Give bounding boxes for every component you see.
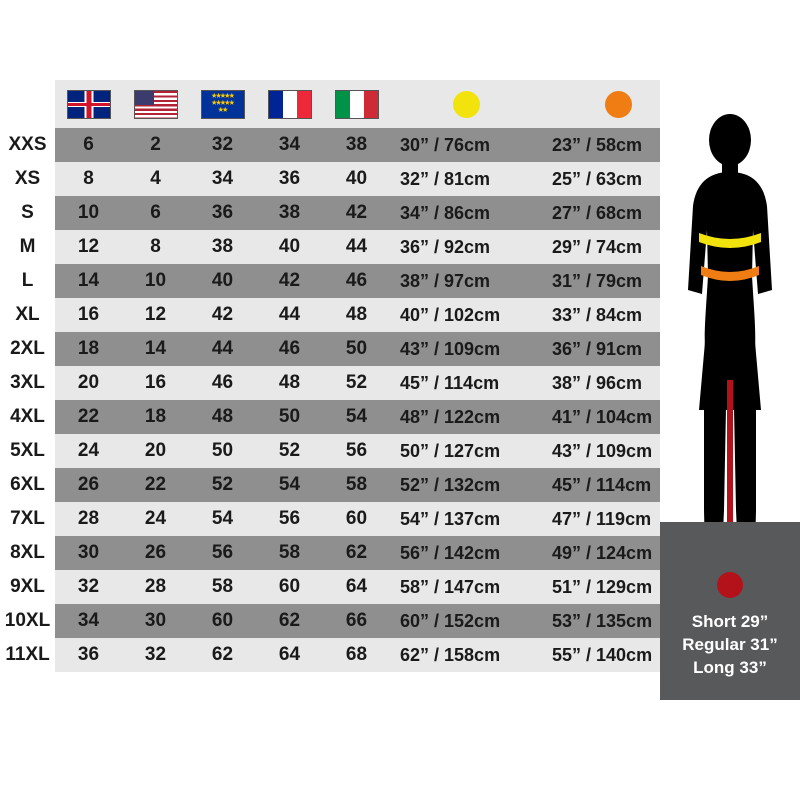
cell-uk: 32 [55, 570, 122, 604]
cell-waist: 51” / 129cm [542, 570, 694, 604]
cell-size: 10XL [0, 604, 55, 638]
cell-fr: 54 [256, 468, 323, 502]
cell-chest: 58” / 147cm [390, 570, 542, 604]
cell-chest: 34” / 86cm [390, 196, 542, 230]
cell-us: 12 [122, 298, 189, 332]
cell-size: L [0, 264, 55, 298]
cell-uk: 8 [55, 162, 122, 196]
cell-fr: 46 [256, 332, 323, 366]
cell-waist: 29” / 74cm [542, 230, 694, 264]
cell-fr: 56 [256, 502, 323, 536]
cell-waist: 53” / 135cm [542, 604, 694, 638]
cell-eu: 44 [189, 332, 256, 366]
cell-it: 48 [323, 298, 390, 332]
cell-size: 7XL [0, 502, 55, 536]
cell-us: 30 [122, 604, 189, 638]
cell-waist: 36” / 91cm [542, 332, 694, 366]
cell-size: S [0, 196, 55, 230]
cell-eu: 62 [189, 638, 256, 672]
cell-us: 10 [122, 264, 189, 298]
italy-flag-icon [335, 90, 379, 119]
cell-eu: 32 [189, 128, 256, 162]
header-us-cell [122, 80, 189, 128]
cell-waist: 23” / 58cm [542, 128, 694, 162]
cell-fr: 58 [256, 536, 323, 570]
header-eu-cell [189, 80, 256, 128]
cell-uk: 22 [55, 400, 122, 434]
header-uk-cell [55, 80, 122, 128]
cell-chest: 45” / 114cm [390, 366, 542, 400]
cell-waist: 25” / 63cm [542, 162, 694, 196]
cell-chest: 54” / 137cm [390, 502, 542, 536]
cell-uk: 16 [55, 298, 122, 332]
cell-fr: 60 [256, 570, 323, 604]
cell-uk: 24 [55, 434, 122, 468]
cell-waist: 33” / 84cm [542, 298, 694, 332]
cell-eu: 58 [189, 570, 256, 604]
cell-it: 40 [323, 162, 390, 196]
cell-uk: 6 [55, 128, 122, 162]
cell-size: 3XL [0, 366, 55, 400]
inseam-legend-box [660, 522, 800, 700]
cell-waist: 55” / 140cm [542, 638, 694, 672]
chest-marker-icon [453, 91, 480, 118]
france-flag-icon [268, 90, 312, 119]
cell-it: 60 [323, 502, 390, 536]
cell-fr: 36 [256, 162, 323, 196]
cell-eu: 52 [189, 468, 256, 502]
cell-us: 14 [122, 332, 189, 366]
cell-size: M [0, 230, 55, 264]
cell-chest: 56” / 142cm [390, 536, 542, 570]
cell-uk: 28 [55, 502, 122, 536]
cell-it: 46 [323, 264, 390, 298]
cell-size: XXS [0, 128, 55, 162]
cell-eu: 46 [189, 366, 256, 400]
cell-uk: 26 [55, 468, 122, 502]
cell-fr: 38 [256, 196, 323, 230]
cell-us: 32 [122, 638, 189, 672]
cell-waist: 49” / 124cm [542, 536, 694, 570]
cell-chest: 48” / 122cm [390, 400, 542, 434]
cell-size: 2XL [0, 332, 55, 366]
cell-eu: 56 [189, 536, 256, 570]
cell-it: 62 [323, 536, 390, 570]
cell-eu: 36 [189, 196, 256, 230]
cell-it: 42 [323, 196, 390, 230]
cell-uk: 18 [55, 332, 122, 366]
cell-fr: 40 [256, 230, 323, 264]
cell-us: 22 [122, 468, 189, 502]
cell-us: 26 [122, 536, 189, 570]
cell-waist: 27” / 68cm [542, 196, 694, 230]
uk-flag-icon [67, 90, 111, 119]
cell-waist: 47” / 119cm [542, 502, 694, 536]
cell-us: 18 [122, 400, 189, 434]
cell-size: 8XL [0, 536, 55, 570]
cell-fr: 44 [256, 298, 323, 332]
cell-size: 5XL [0, 434, 55, 468]
cell-it: 58 [323, 468, 390, 502]
header-chest-cell [390, 80, 542, 128]
cell-us: 16 [122, 366, 189, 400]
cell-fr: 34 [256, 128, 323, 162]
cell-fr: 52 [256, 434, 323, 468]
cell-size: 11XL [0, 638, 55, 672]
cell-it: 50 [323, 332, 390, 366]
cell-it: 44 [323, 230, 390, 264]
cell-chest: 36” / 92cm [390, 230, 542, 264]
cell-chest: 40” / 102cm [390, 298, 542, 332]
cell-fr: 48 [256, 366, 323, 400]
cell-it: 38 [323, 128, 390, 162]
cell-chest: 62” / 158cm [390, 638, 542, 672]
cell-it: 52 [323, 366, 390, 400]
cell-it: 66 [323, 604, 390, 638]
inseam-long-label: Long 33” [693, 658, 767, 677]
cell-uk: 12 [55, 230, 122, 264]
cell-it: 68 [323, 638, 390, 672]
header-size-cell [0, 80, 55, 128]
cell-eu: 38 [189, 230, 256, 264]
cell-us: 8 [122, 230, 189, 264]
cell-eu: 34 [189, 162, 256, 196]
cell-eu: 54 [189, 502, 256, 536]
cell-size: 6XL [0, 468, 55, 502]
cell-size: XL [0, 298, 55, 332]
cell-us: 24 [122, 502, 189, 536]
cell-us: 6 [122, 196, 189, 230]
cell-eu: 60 [189, 604, 256, 638]
cell-us: 28 [122, 570, 189, 604]
inseam-regular-label: Regular 31” [682, 635, 778, 654]
cell-waist: 31” / 79cm [542, 264, 694, 298]
eu-flag-icon [201, 90, 245, 119]
cell-chest: 32” / 81cm [390, 162, 542, 196]
cell-uk: 10 [55, 196, 122, 230]
cell-fr: 50 [256, 400, 323, 434]
cell-it: 64 [323, 570, 390, 604]
cell-waist: 43” / 109cm [542, 434, 694, 468]
cell-size: 4XL [0, 400, 55, 434]
cell-it: 56 [323, 434, 390, 468]
cell-size: XS [0, 162, 55, 196]
cell-eu: 50 [189, 434, 256, 468]
waist-marker-icon [605, 91, 632, 118]
cell-chest: 38” / 97cm [390, 264, 542, 298]
header-it-cell [323, 80, 390, 128]
cell-uk: 34 [55, 604, 122, 638]
header-fr-cell [256, 80, 323, 128]
cell-eu: 40 [189, 264, 256, 298]
cell-uk: 36 [55, 638, 122, 672]
cell-eu: 48 [189, 400, 256, 434]
cell-chest: 30” / 76cm [390, 128, 542, 162]
cell-it: 54 [323, 400, 390, 434]
cell-uk: 14 [55, 264, 122, 298]
cell-eu: 42 [189, 298, 256, 332]
cell-waist: 41” / 104cm [542, 400, 694, 434]
cell-fr: 62 [256, 604, 323, 638]
cell-waist: 45” / 114cm [542, 468, 694, 502]
cell-chest: 43” / 109cm [390, 332, 542, 366]
cell-uk: 20 [55, 366, 122, 400]
inseam-short-label: Short 29” [691, 612, 769, 631]
cell-uk: 30 [55, 536, 122, 570]
cell-us: 4 [122, 162, 189, 196]
inseam-marker-icon [717, 572, 743, 598]
cell-size: 9XL [0, 570, 55, 604]
cell-fr: 42 [256, 264, 323, 298]
cell-fr: 64 [256, 638, 323, 672]
cell-us: 2 [122, 128, 189, 162]
cell-chest: 52” / 132cm [390, 468, 542, 502]
cell-chest: 50” / 127cm [390, 434, 542, 468]
us-flag-icon [134, 90, 178, 119]
cell-chest: 60” / 152cm [390, 604, 542, 638]
cell-us: 20 [122, 434, 189, 468]
cell-waist: 38” / 96cm [542, 366, 694, 400]
